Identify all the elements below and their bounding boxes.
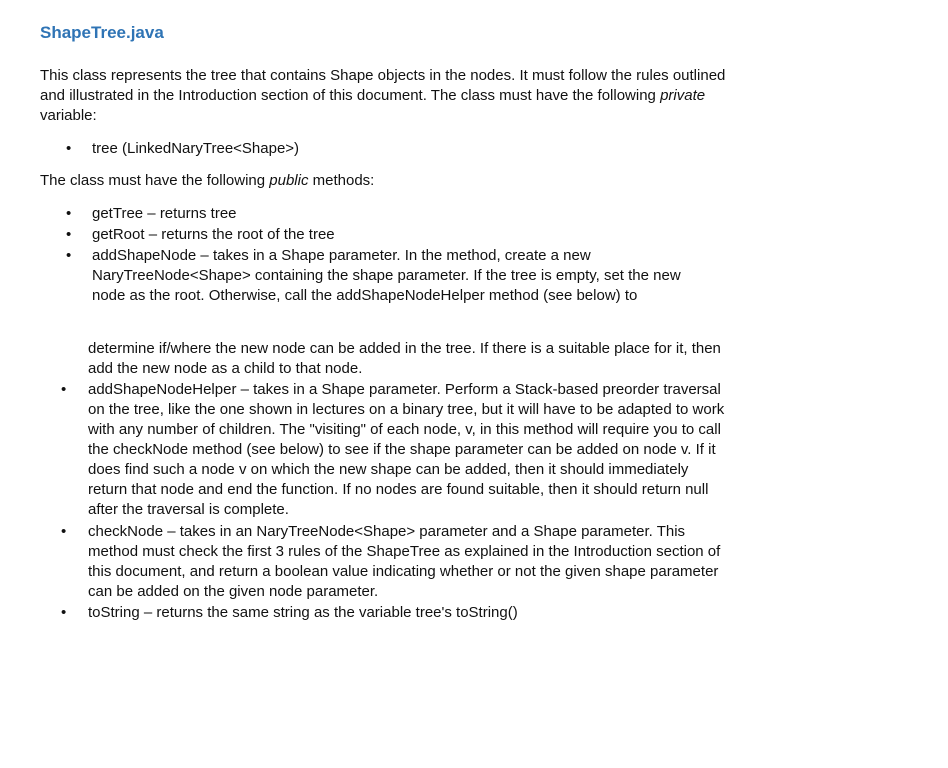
bullet-icon: • bbox=[66, 140, 72, 157]
list-item-text: tree (LinkedNaryTree<Shape>) bbox=[92, 140, 300, 157]
addshapenode-continuation: determine if/where the new node can be added in the tree. If there is a suitable place for it, then add the new node as a child to that node. bbox=[88, 340, 721, 377]
list-item-addshapenodehelper bbox=[61, 380, 731, 520]
bullet-icon: • bbox=[61, 381, 67, 398]
bullet-icon: • bbox=[61, 523, 67, 540]
list-item-text: checkNode – takes in an NaryTreeNode<Shape> parameter and a Shape parameter. This method must check the first 3 rules of the ShapeTree as explained in the Introduction section of this document, and return a boolean value indicating whether or not the given shape parameter can be added on the given node parameter. bbox=[88, 523, 721, 600]
section-heading: ShapeTree.java bbox=[40, 23, 164, 42]
list-item-tostring bbox=[61, 603, 731, 623]
list-item-getroot bbox=[66, 225, 730, 245]
bullet-icon: • bbox=[66, 205, 72, 222]
methods-intro-emphasis: public bbox=[269, 172, 309, 189]
list-item-text: getTree – returns tree bbox=[92, 205, 237, 222]
bullet-icon: • bbox=[66, 247, 72, 264]
methods-intro-text-1: The class must have the following bbox=[40, 172, 270, 189]
intro-text-1: This class represents the tree that contains Shape objects in the nodes. It must follow the rules outlined and illustrated in the Introduction section of this document. The class must have the following bbox=[40, 67, 726, 104]
list-item-private-variable bbox=[66, 139, 730, 159]
intro-emphasis: private bbox=[660, 87, 706, 104]
list-item-text: addShapeNodeHelper – takes in a Shape parameter. Perform a Stack-based preorder traversal on the tree, like the one shown in lectures on a binary tree, but it will have to be adapted to work with any number of children. The "visiting" of each node, v, in this method will require you to call the checkNode method (see below) to see if the shape parameter can be added on node v. If it does find such a node v on which the new shape can be added, then it should immediately return that node and end the function. If no nodes are found suitable, then it should return null after the traversal is complete. bbox=[88, 381, 725, 518]
list-item-addshapenode bbox=[66, 246, 706, 306]
list-item-gettree bbox=[66, 204, 730, 224]
list-item-text: toString – returns the same string as the variable tree's toString() bbox=[88, 604, 518, 621]
bullet-icon: • bbox=[66, 226, 72, 243]
list-item-text: getRoot – returns the root of the tree bbox=[92, 226, 335, 243]
list-item-checknode bbox=[61, 522, 731, 602]
intro-paragraph bbox=[40, 66, 730, 126]
list-item-text: addShapeNode – takes in a Shape parameter. In the method, create a new NaryTreeNode<Shape> containing the shape parameter. If the tree is empty, set the new node as the root. Otherwise, call the addShapeNodeHelper method (see below) to bbox=[92, 247, 681, 304]
bullet-icon: • bbox=[61, 604, 67, 621]
intro-text-2: variable: bbox=[40, 107, 97, 124]
methods-intro-text-2: methods: bbox=[308, 172, 375, 189]
methods-intro-paragraph bbox=[40, 171, 730, 191]
